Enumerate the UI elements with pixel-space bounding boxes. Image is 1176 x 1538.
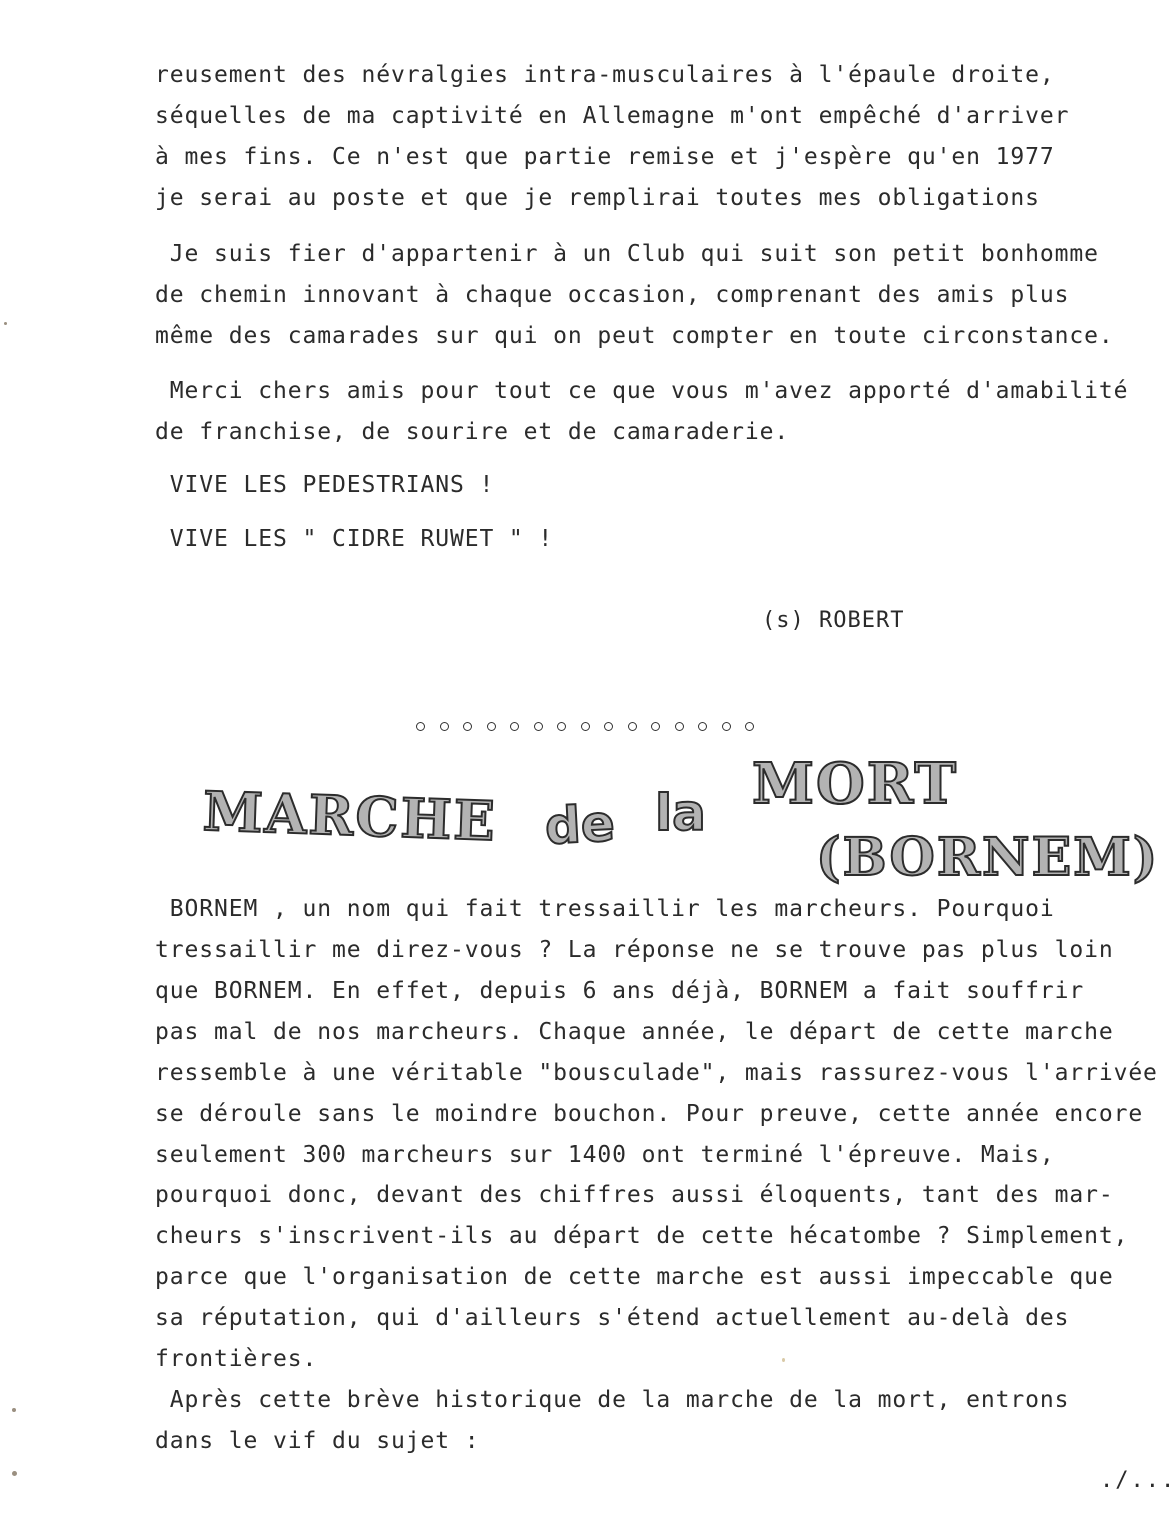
text-line: se déroule sans le moindre bouchon. Pour preuve, cette année encore xyxy=(155,1101,1144,1127)
page-continuation-mark: ./... xyxy=(1100,1468,1176,1493)
ornament-dot xyxy=(581,722,590,731)
ornament-dot xyxy=(628,722,637,731)
ornament-dot xyxy=(463,722,472,731)
cheer-line: VIVE LES PEDESTRIANS ! xyxy=(155,472,495,498)
text-line: ressemble à une véritable "bousculade", mais rassurez-vous l'arrivée xyxy=(155,1060,1158,1086)
text-line: reusement des névralgies intra-musculaires à l'épaule droite, xyxy=(155,62,1055,88)
text-line: à mes fins. Ce n'est que partie remise et j'espère qu'en 1977 xyxy=(155,144,1055,170)
text-line: séquelles de ma captivité en Allemagne m'ont empêché d'arriver xyxy=(155,103,1070,129)
ornament-dot xyxy=(675,722,684,731)
ornament-dot xyxy=(534,722,543,731)
headline-word-la: la xyxy=(655,784,706,842)
text-line: cheurs s'inscrivent-ils au départ de cette hécatombe ? Simplement, xyxy=(155,1223,1129,1249)
text-line: sa réputation, qui d'ailleurs s'étend actuellement au-delà des xyxy=(155,1305,1070,1331)
text-line: Je suis fier d'appartenir à un Club qui suit son petit bonhomme xyxy=(155,241,1099,267)
paper-speck xyxy=(12,1408,16,1412)
ornament-dot xyxy=(416,722,425,731)
ornament-dot xyxy=(651,722,660,731)
paper-speck xyxy=(12,1471,17,1476)
text-line: dans le vif du sujet : xyxy=(155,1428,480,1454)
text-line: de franchise, de sourire et de camaraderie. xyxy=(155,419,790,445)
paper-speck xyxy=(4,322,7,325)
ornament-separator xyxy=(416,722,754,731)
text-line: je serai au poste et que je remplirai toutes mes obligations xyxy=(155,185,1040,211)
text-line: même des camarades sur qui on peut compter en toute circonstance. xyxy=(155,323,1114,349)
headline-word-mort: MORT xyxy=(752,751,958,817)
text-line: pas mal de nos marcheurs. Chaque année, le départ de cette marche xyxy=(155,1019,1114,1045)
signature: (s) ROBERT xyxy=(762,608,905,633)
ornament-dot xyxy=(722,722,731,731)
text-line: que BORNEM. En effet, depuis 6 ans déjà, BORNEM a fait souffrir xyxy=(155,978,1085,1004)
paper-speck xyxy=(782,1358,785,1362)
ornament-dot xyxy=(487,722,496,731)
ornament-dot xyxy=(745,722,754,731)
headline-word-bornem: (BORNEM) xyxy=(816,827,1160,888)
ornament-dot xyxy=(557,722,566,731)
ornament-dot xyxy=(440,722,449,731)
cheer-line: VIVE LES " CIDRE RUWET " ! xyxy=(155,526,554,552)
headline-word-marche: MARCHE xyxy=(201,778,498,854)
text-line: frontières. xyxy=(155,1346,318,1372)
text-line: pourquoi donc, devant des chiffres aussi éloquents, tant des mar- xyxy=(155,1182,1114,1208)
ornament-dot xyxy=(604,722,613,731)
headline-word-de: de xyxy=(543,794,617,856)
ornament-dot xyxy=(698,722,707,731)
ornament-dot xyxy=(510,722,519,731)
text-line: BORNEM , un nom qui fait tressaillir les marcheurs. Pourquoi xyxy=(155,896,1055,922)
text-line: Merci chers amis pour tout ce que vous m'avez apporté d'amabilité xyxy=(155,378,1129,404)
text-line: tressaillir me direz-vous ? La réponse ne se trouve pas plus loin xyxy=(155,937,1114,963)
text-line: parce que l'organisation de cette marche est aussi impeccable que xyxy=(155,1264,1114,1290)
text-line: seulement 300 marcheurs sur 1400 ont terminé l'épreuve. Mais, xyxy=(155,1142,1055,1168)
text-line: Après cette brève historique de la marche de la mort, entrons xyxy=(155,1387,1070,1413)
text-line: de chemin innovant à chaque occasion, comprenant des amis plus xyxy=(155,282,1070,308)
